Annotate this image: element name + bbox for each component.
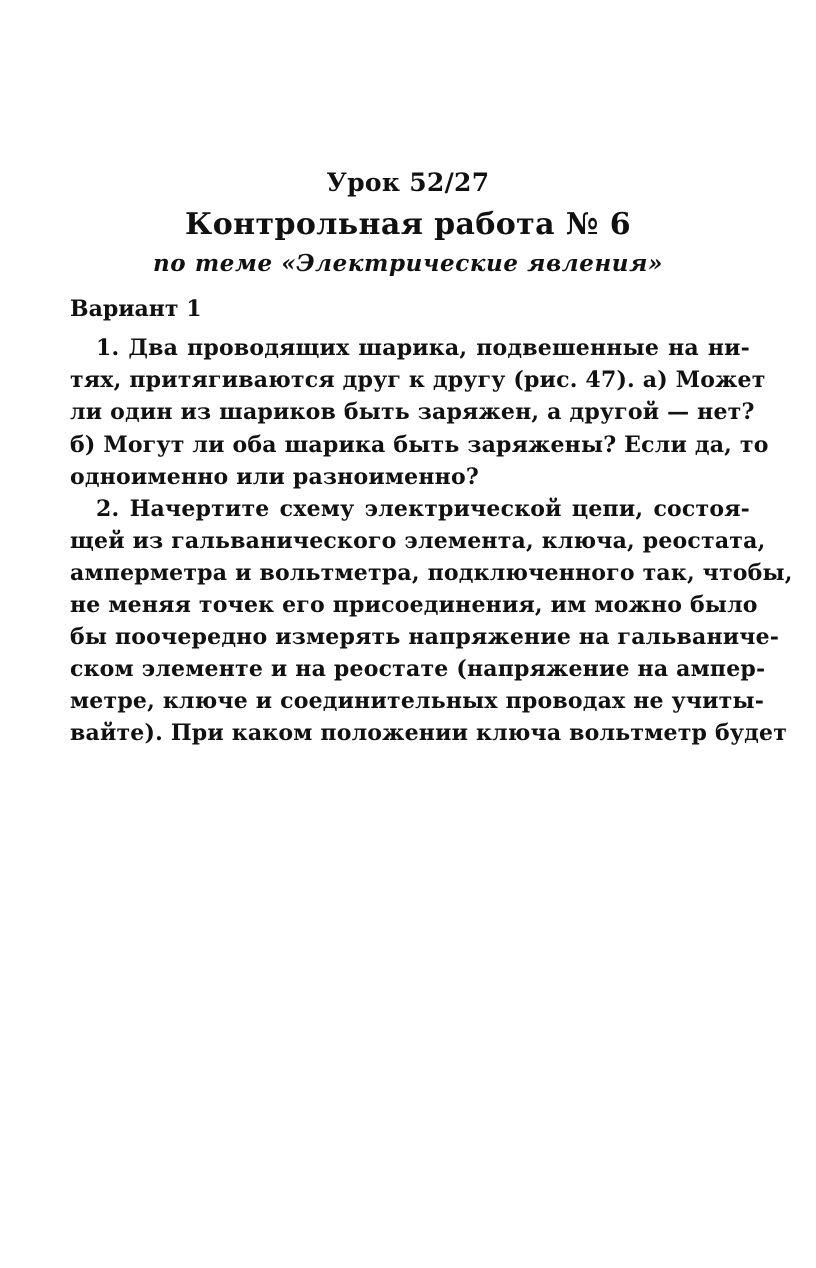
text-line: [70, 590, 758, 620]
line-text: щей из гальванического элемента, ключа, реостата,: [70, 528, 766, 554]
text-line: [70, 397, 755, 427]
line-text: бы поочередно измерять напряжение на гальваниче-: [70, 624, 780, 650]
variant-heading: Вариант 1: [70, 296, 202, 322]
line-text: одноименно или разноименно?: [70, 464, 479, 490]
text-line: [70, 622, 780, 652]
text-line: [70, 654, 766, 684]
text-line: [70, 333, 750, 363]
text-line: [70, 558, 793, 588]
text-line: [70, 526, 766, 556]
line-text: метре, ключе и соединительных проводах не учиты-: [70, 688, 765, 714]
line-text: 2. Начертите схему электрической цепи, состоя-: [96, 496, 750, 522]
text-line: [70, 430, 769, 460]
page-title: Контрольная работа № 6: [185, 207, 631, 242]
text-line: [70, 462, 750, 492]
line-text: вайте). При каком положении ключа вольтметр будет: [70, 720, 788, 746]
lesson-number: Урок 52/27: [326, 168, 490, 197]
line-text: не меняя точек его присоединения, им можно было: [70, 592, 758, 618]
text-line: [70, 494, 750, 524]
line-text: 1. Два проводящих шарика, подвешенные на ни-: [96, 335, 750, 361]
line-text: тях, притягиваются друг к другу (рис. 47). а) Может: [70, 367, 766, 393]
line-text: амперметра и вольтметра, подключенного так, чтобы,: [70, 560, 793, 586]
line-text: ли один из шариков быть заряжен, а другой — нет?: [70, 399, 755, 425]
line-text: б) Могут ли оба шарика быть заряжены? Если да, то: [70, 432, 769, 458]
line-text: ском элементе и на реостате (напряжение на ампер-: [70, 656, 766, 682]
text-line: [70, 686, 765, 716]
text-line: [70, 718, 788, 748]
page-subtitle: по теме «Электрические явления»: [152, 250, 664, 277]
text-line: [70, 365, 766, 395]
